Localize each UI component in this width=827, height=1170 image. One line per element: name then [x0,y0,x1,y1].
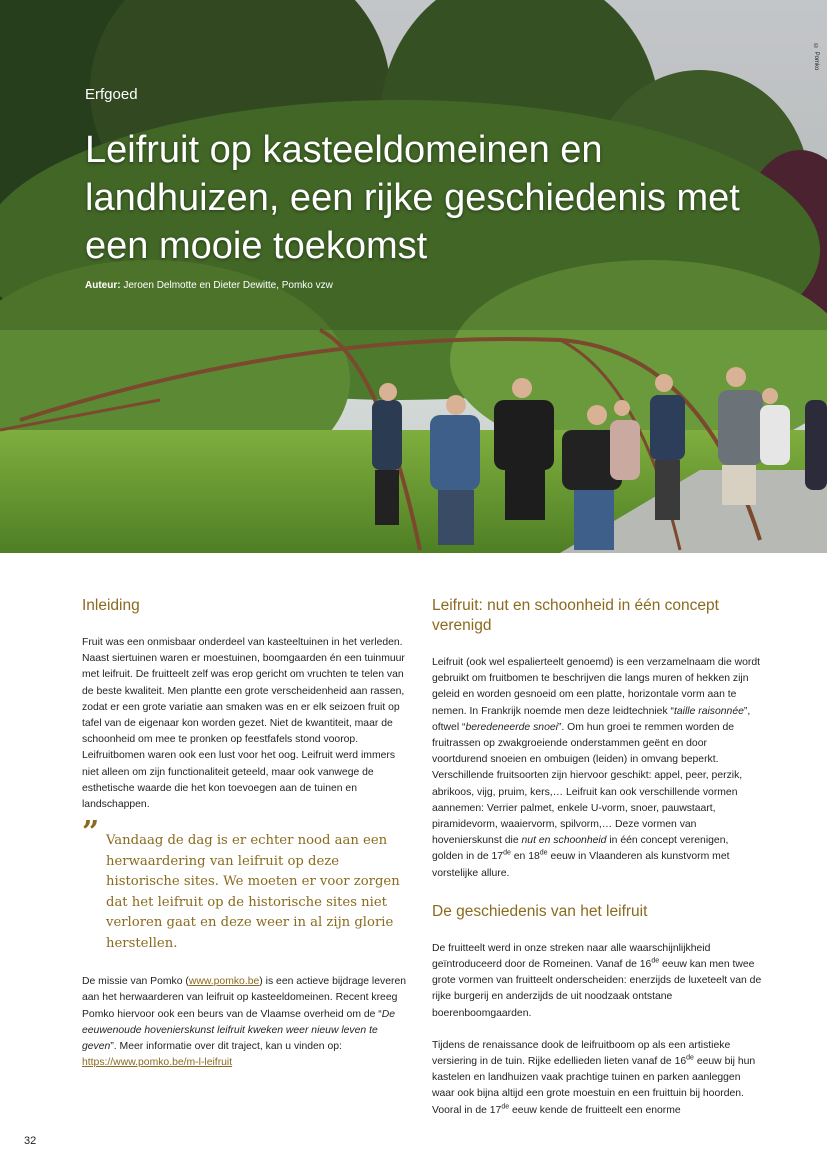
heading-inleiding: Inleiding [82,597,140,614]
page-number: 32 [24,1135,37,1147]
author-names: Jeroen Delmotte en Dieter Dewitte, Pomko vzw [120,280,333,291]
mission-text-3: ”. Meer informatie over dit traject, kan u vinden op: [110,1041,342,1053]
p1-text-c: ”. Om hun groei te remmen worden de fruitrassen op zwakgroeiende onderstammen geënt en door voortdurend snoeien en ombuigen (leiden) in omvang beperkt. Verschillende fruitsoorten zijn hiervoor geschikt: appel, peer, perzik, abrikoos, vijg, pruim, kers,… Leifruit kan ook verschillende vormen aannemen: Verrier palmet, enkele U-vorm, snoer, pauwstaart, piramidevorm, waaiervorm, spilvorm,… Deze vormen van hovenierskunst die [432,721,743,847]
p1-sup-1: de [503,849,511,857]
heading-nut-en-schoonheid: Leifruit: nut en schoonheid in één concept verenigd [432,597,719,634]
pull-quote-text: Vandaag de dag is er echter nood aan een herwaardering van leifruit op deze historische sites. We moeten er voor zorgen dat het leifruit op de historische sites niet verloren gaat en deze weer in al zijn glorie herstellen. [106,833,400,951]
mission-text-1: De missie van Pomko ( [82,976,189,988]
hero-photo [0,0,827,553]
p3-sup-2: de [501,1103,510,1111]
left-column [82,596,412,1083]
photo-credit: © Pomko [813,44,819,71]
p1-italic-1: taille raisonnée [674,705,744,717]
p3-text-b: eeuw bij hun kastelen en landhuizen vaak prachtige tuinen en parken aanleggen waar ook bijna altijd een grote moestuin en een fruittuin bij hoorden. Vooral in de 17 [432,1056,756,1116]
p2-text-a: De fruitteelt werd in onze streken naar alle waarschijnlijkheid geïntroduceerd door de Romeinen. Vanaf de 16 [432,942,711,971]
p3-text-a: Tijdens de renaissance dook de leifruitboom op als een artistieke versiering in de tuin. Rijke edellieden lieten vanaf de 16 [432,1039,731,1068]
mission-project-title: De eeuwenoude hovenierskunst leifruit kweken weer nieuw leven te geven [82,1008,396,1053]
quote-mark-icon: ” [82,815,100,851]
p3-text-c: eeuw kende de fruitteelt een enorme [509,1104,681,1116]
p1-text-e: en 18 [510,851,540,863]
orchard-photo-illustration [0,0,827,553]
p1-text-b: ”, oftwel “ [432,705,751,733]
mission-paragraph [82,974,412,1071]
p3-sup-1: de [686,1054,694,1062]
p1-text-a: Leifruit (ook wel espalierteelt genoemd) is een verzamelnaam die wordt gebruikt om fruitbomen te beschrijven die langs muren of hekken zijn geleid en worden gesnoeid om een platte, horizontale vorm aan te nemen. In Frankrijk noemde men deze leidtechniek “ [432,657,761,717]
author-label: Auteur: [85,280,121,291]
p1-text-f: eeuw in Vlaanderen als kunstvorm met vorstelijke allure. [432,851,730,879]
article-title: Leifruit op kasteeldomeinen en landhuizen, een rijke geschiedenis met een mooie toekomst [85,129,740,267]
history-paragraph-1 [432,941,762,1022]
p1-text-d: in één concept verenigen, golden in de 17 [432,835,729,863]
author-line [85,280,333,291]
section-tag: Erfgoed [85,86,138,103]
leifruit-paragraph [432,655,762,882]
right-column [432,596,762,1131]
history-paragraph-2 [432,1038,762,1119]
p2-text-b: eeuw kan men twee grote vormen van fruitteelt onderscheiden: enerzijds de luxeteelt van de rijke burgerij en anderzijds de uit noodzaak ontstane boerenboomgaarden. [432,959,762,1019]
p2-sup: de [651,957,660,965]
p1-italic-3: nut en schoonheid [521,835,607,847]
pull-quote [82,815,412,954]
intro-paragraph: Fruit was een onmisbaar onderdeel van kasteeltuinen in het verleden. Naast siertuinen waren er moestuinen, boomgaarden én een tuinmuur met leifruit. De fruitteelt zelf was erop gericht om vruchten te telen van de beste kwaliteit. Men plantte een grote verscheidenheid aan rassen, zodat er een grote variatie aan smaken was en er elk seizoen fruit op tafel van de eigenaar kon worden gezet. Niet de kwantiteit, maar de schoonheid om mee te pronken op feestfafels stond voorop. Leifruitbomen waren ook een lust voor het oog. Leifruit werd immers niet alleen om zijn functionaliteit geteeld, maar ook vanwege de esthetische waarde die het kon toevoegen aan de tuinen en landschappen. [82,637,405,811]
mission-text-2: ) is een actieve bijdrage leveren aan het herwaarderen van leifruit op kasteeldomeinen. Recent kreeg Pomko hiervoor ook een beurs van de Vlaamse overheid om de “ [82,976,407,1020]
pomko-website-link[interactable]: www.pomko.be [188,976,260,988]
leifruit-project-link[interactable]: https://www.pomko.be/m-l-leifruit [82,1057,233,1069]
p1-sup-2: de [539,849,548,857]
p1-italic-2: beredeneerde snoei [465,721,558,733]
heading-geschiedenis: De geschiedenis van het leifruit [432,902,648,920]
